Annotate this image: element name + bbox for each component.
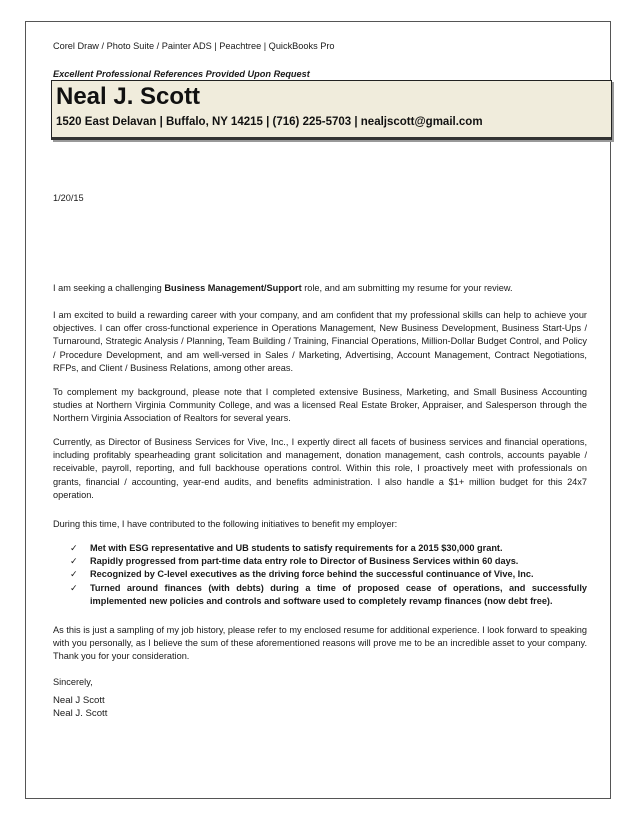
bullet-text: Turned around finances (with debts) during a time of proposed cease of operations, and successfully implemented new policies and controls and software used to completely revamp finances (now debt free). (90, 582, 587, 606)
list-item (70, 582, 587, 608)
name-header-box (51, 80, 612, 140)
closing-salutation: Sincerely, (53, 677, 93, 687)
paragraph-skills: I am excited to build a rewarding career with your company, and am confident that my professional skills can help to achieve your objectives. I can offer cross-functional experience in Operations Management, New Business Development, Business Start-Ups / Turnaround, Strategic Analysis / Planning, Team Building / Training, Financial Operations, Million-Dollar Budget Control, and Policy / Procedure Development, and am well-versed in Sales / Marketing, Advertising, Account Management, Contract Negotiations, RFPs, and Client / Business Relations, among other areas. (53, 310, 587, 373)
intro-text-before: I am seeking a challenging (53, 283, 165, 293)
paragraph-contributions-intro: During this time, I have contributed to the following initiatives to benefit my employer: (53, 519, 398, 529)
signature-line-2: Neal J. Scott (53, 708, 108, 719)
contact-info: 1520 East Delavan | Buffalo, NY 14215 | (716) 225-5703 | nealjscott@gmail.com (56, 116, 483, 128)
list-item (70, 555, 587, 568)
intro-role-bold: Business Management/Support (164, 283, 302, 293)
bullet-text: Met with ESG representative and UB students to satisfy requirements for a 2015 $30,000 grant. (90, 543, 503, 553)
checkmark-icon: ✓ (70, 582, 78, 593)
paragraph-education: To complement my background, please note that I completed extensive Business, Marketing, and Small Business Accounting studies at Northern Virginia Community College, and was a licensed Real Estate Broker, Appraiser, and Salesperson through the Northern Virginia Association of Realtors for several years. (53, 387, 587, 424)
paragraph-current-role: Currently, as Director of Business Services for Vive, Inc., I expertly direct all facets of business services and financial operations, including profitably spearheading grant solicitation and management, donation management, cash controls, accounts payable / receivable, payroll, reporting, and full backhouse operations control. Within this role, I proactively meet with professionals on grants, financial / accounting, year-end audits, and benefits administration. I also handle a $1+ million budget for this 24x7 operation. (53, 437, 587, 500)
checkmark-icon: ✓ (70, 556, 78, 567)
letter-date: 1/20/15 (53, 193, 84, 203)
achievements-list (70, 542, 587, 608)
list-item (70, 542, 587, 555)
skills-line: Corel Draw / Photo Suite / Painter ADS | Peachtree | QuickBooks Pro (53, 41, 335, 51)
signature-line-1: Neal J Scott (53, 695, 105, 706)
bullet-text: Recognized by C-level executives as the driving force behind the successful continuance of Vive, Inc. (90, 569, 534, 580)
bullet-text: Rapidly progressed from part-time data entry role to Director of Business Services within 60 days. (90, 556, 519, 567)
applicant-name: Neal J. Scott (56, 83, 201, 110)
intro-paragraph (53, 282, 587, 295)
checkmark-icon: ✓ (70, 543, 78, 553)
list-item (70, 568, 587, 581)
intro-text-after: role, and am submitting my resume for your review. (301, 283, 513, 293)
checkmark-icon: ✓ (70, 569, 78, 580)
references-line: Excellent Professional References Provided Upon Request (53, 69, 310, 79)
paragraph-closing: As this is just a sampling of my job history, please refer to my enclosed resume for additional experience. I look forward to speaking with you personally, as I believe the sum of these aforementioned reasons will prove me to be an incredible asset to your company. Thank you for your consideration. (53, 625, 587, 662)
